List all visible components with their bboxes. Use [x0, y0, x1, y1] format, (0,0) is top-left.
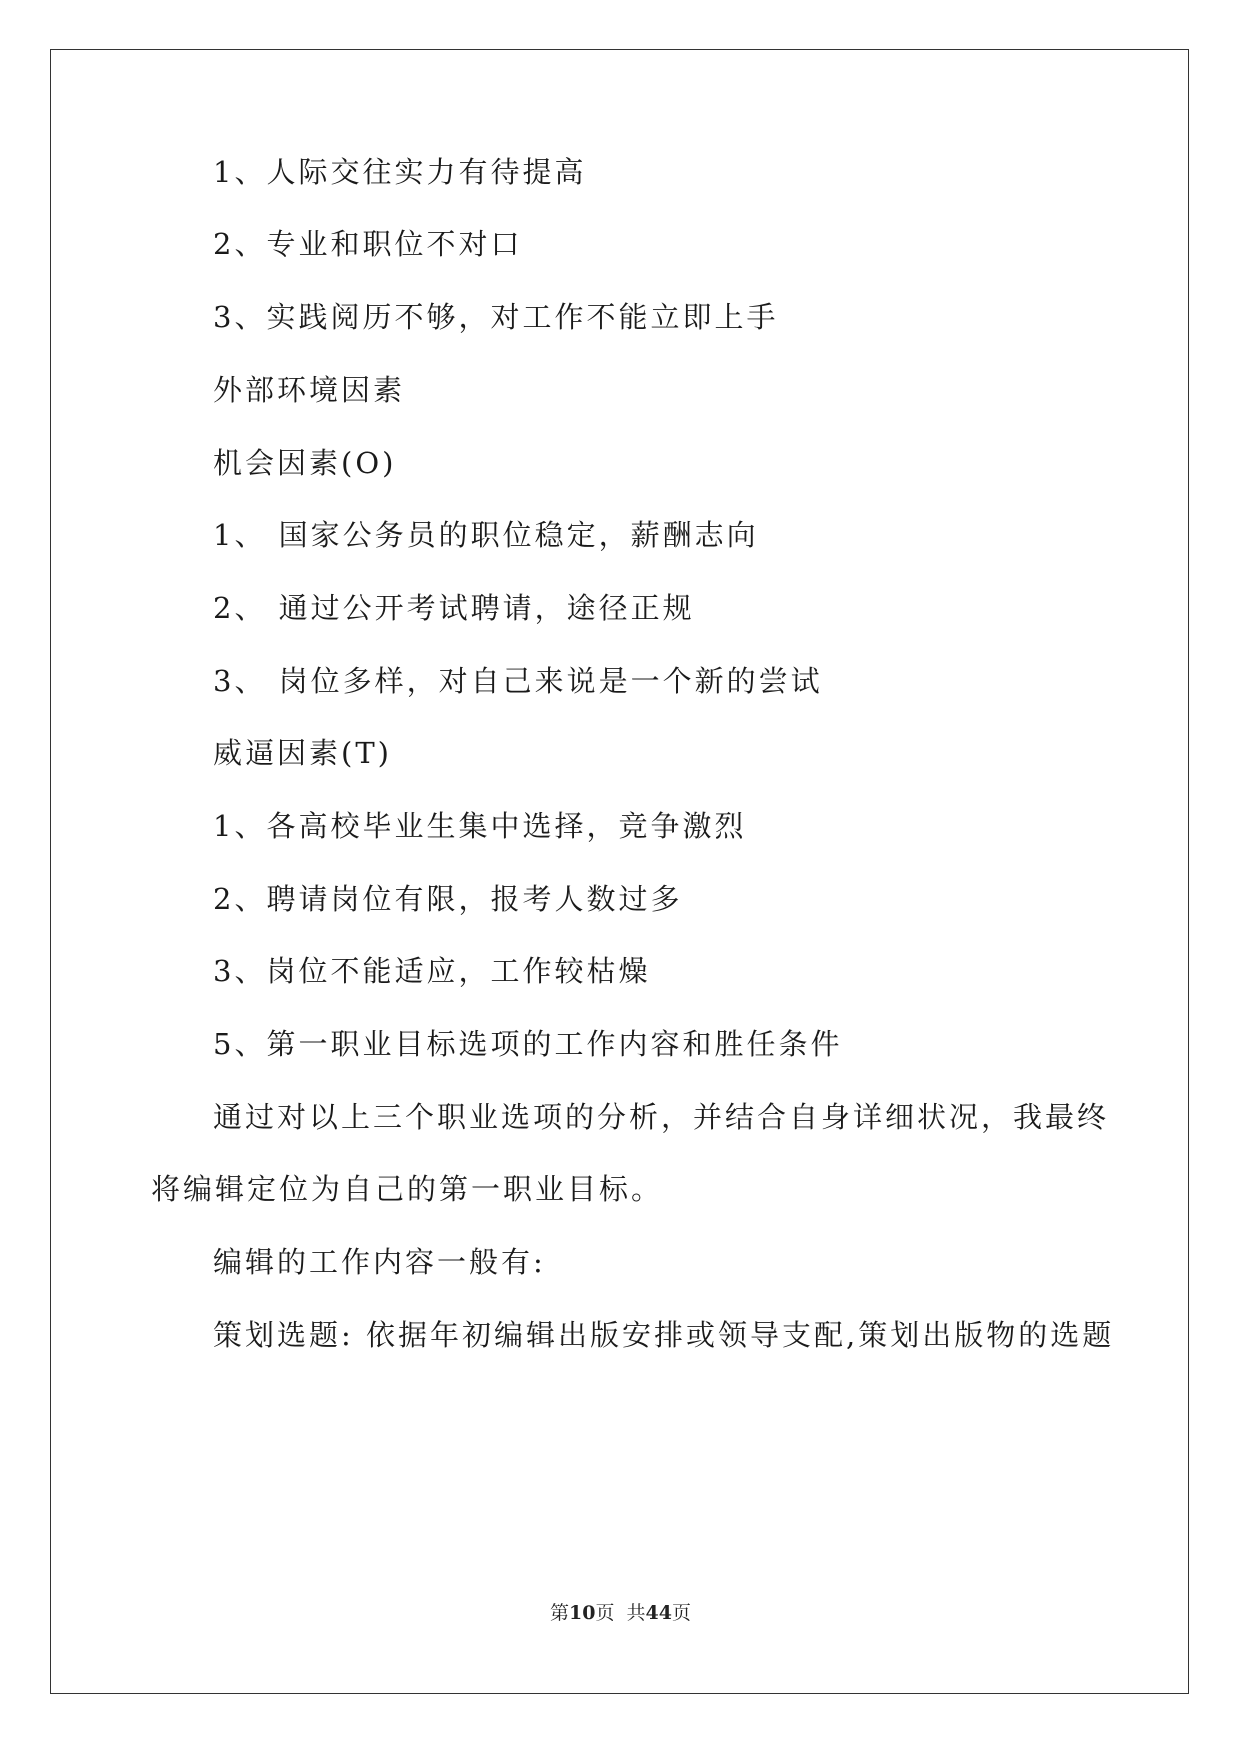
text-line: 1、 国家公务员的职位稳定，薪酬志向	[213, 518, 759, 552]
text-line: 2、专业和职位不对口	[213, 227, 523, 261]
text-line: 3、 岗位多样，对自己来说是一个新的尝试	[213, 664, 823, 698]
text-line: 机会因素(O)	[213, 446, 397, 480]
text-line: 通过对以上三个职业选项的分析，并结合自身详细状况，我最终	[213, 1100, 1110, 1134]
text-line: 外部环境因素	[213, 373, 406, 407]
text-line: 编辑的工作内容一般有:	[213, 1245, 546, 1279]
text-line: 1、各高校毕业生集中选择，竞争激烈	[213, 809, 747, 843]
total-page-count: 44	[645, 1602, 672, 1624]
footer-mid: 页 共	[595, 1602, 646, 1624]
text-line: 策划选题: 依据年初编辑出版安排或领导支配,策划出版物的选题	[213, 1318, 1115, 1352]
text-line: 3、岗位不能适应，工作较枯燥	[213, 954, 651, 988]
text-line: 5、第一职业目标选项的工作内容和胜任条件	[213, 1027, 843, 1061]
text-line: 1、人际交往实力有待提高	[213, 155, 587, 189]
text-line: 将编辑定位为自己的第一职业目标。	[151, 1172, 664, 1206]
text-line: 2、 通过公开考试聘请，途径正规	[213, 591, 695, 625]
text-line: 3、实践阅历不够，对工作不能立即上手	[213, 300, 779, 334]
page-footer	[0, 1601, 1241, 1625]
footer-suffix: 页	[672, 1602, 692, 1624]
footer-prefix: 第	[549, 1602, 569, 1624]
text-line: 威逼因素(T)	[213, 736, 392, 770]
text-line: 2、聘请岗位有限，报考人数过多	[213, 882, 683, 916]
page-border	[50, 49, 1189, 1694]
current-page-number: 10	[569, 1602, 596, 1624]
